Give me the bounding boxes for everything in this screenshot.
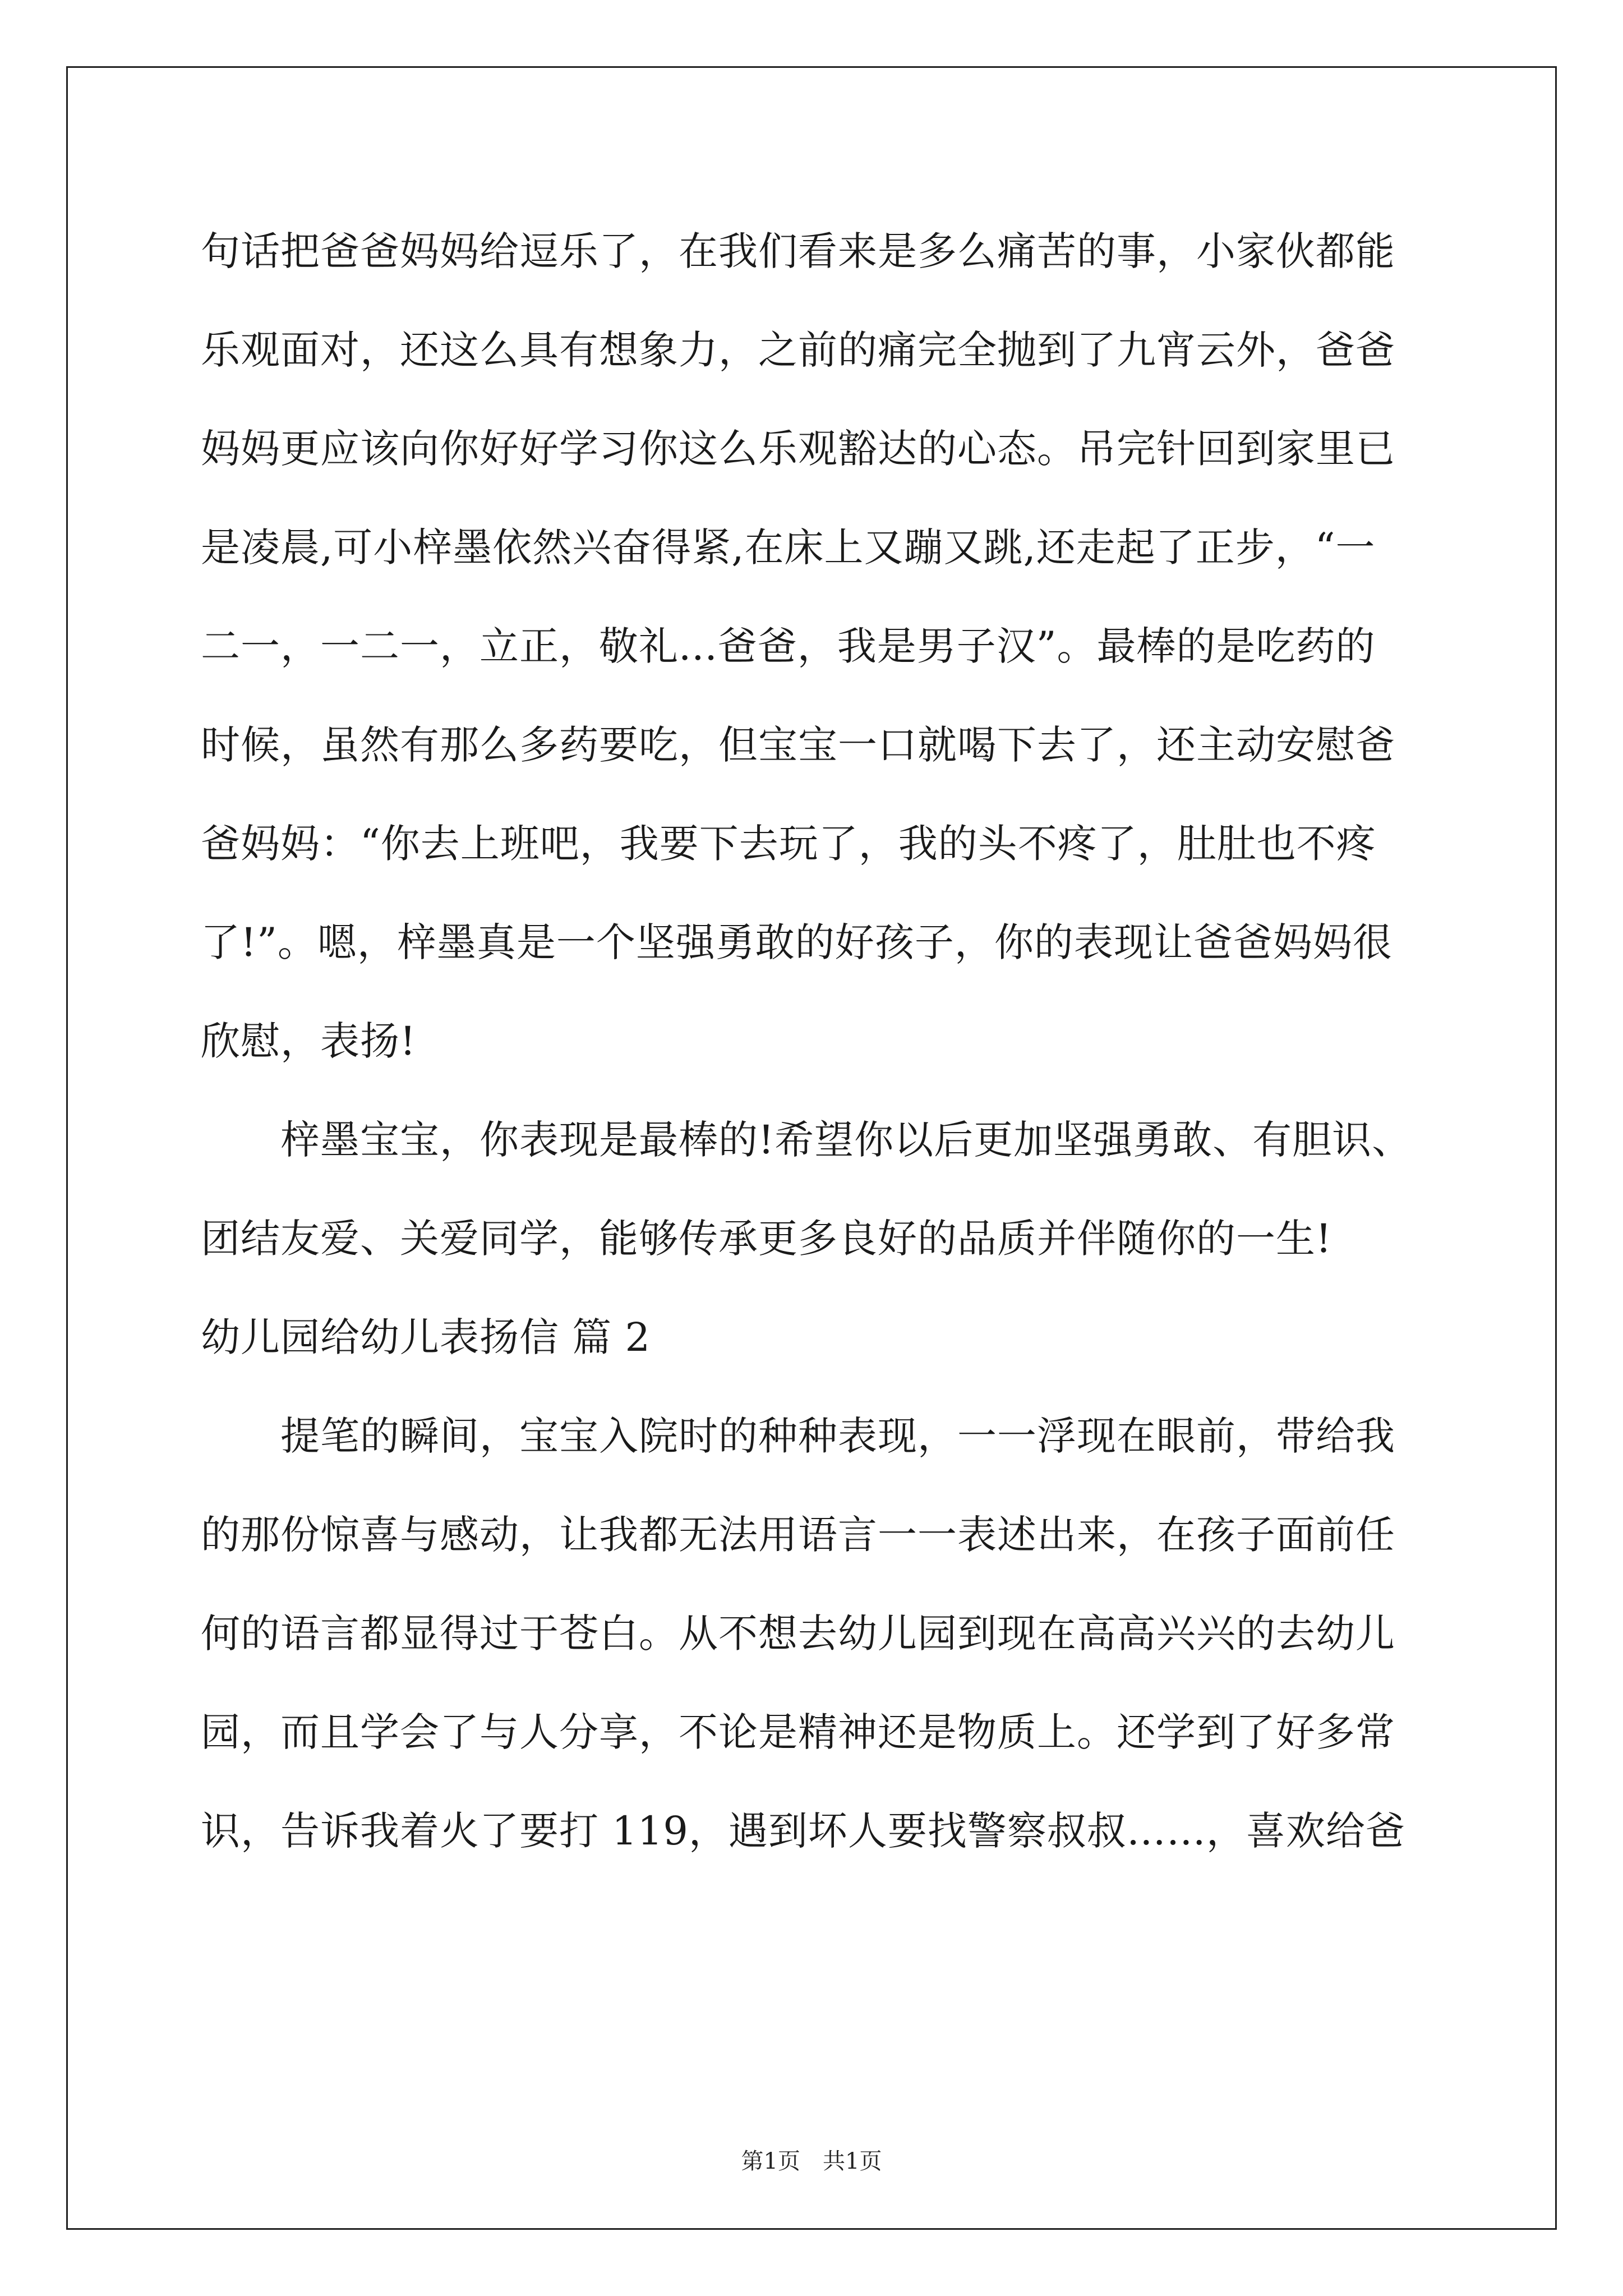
text-line: 的那份惊喜与感动，让我都无法用语言一一表述出来，在孩子面前任 bbox=[201, 1512, 1395, 1558]
text-line: 二一，一二一，立正，敬礼...爸爸，我是男子汉”。最棒的是吃药的 bbox=[201, 623, 1376, 669]
text-line: 时候，虽然有那么多药要吃，但宝宝一口就喝下去了，还主动安慰爸 bbox=[201, 722, 1395, 768]
text-line: 欣慰，表扬! bbox=[201, 1018, 417, 1064]
text-line: 句话把爸爸妈妈给逗乐了，在我们看来是多么痛苦的事，小家伙都能 bbox=[201, 228, 1395, 274]
text-line: 乐观面对，还这么具有想象力，之前的痛完全抛到了九宵云外，爸爸 bbox=[201, 327, 1395, 373]
paragraph-first-line: 梓墨宝宝，你表现是最棒的!希望你以后更加坚强勇敢、有胆识、 bbox=[280, 1117, 1412, 1163]
text-line: 何的语言都显得过于苍白。从不想去幼儿园到现在高高兴兴的去幼儿 bbox=[201, 1611, 1395, 1657]
text-line: 妈妈更应该向你好好学习你这么乐观豁达的心态。吊完针回到家里已 bbox=[201, 426, 1395, 472]
text-line: 园，而且学会了与人分享，不论是精神还是物质上。还学到了好多常 bbox=[201, 1709, 1395, 1755]
text-line: 是凌晨,可小梓墨依然兴奋得紧,在床上又蹦又跳,还走起了正步，“一 bbox=[201, 524, 1376, 570]
paragraph-first-line: 提笔的瞬间，宝宝入院时的种种表现，一一浮现在眼前，带给我 bbox=[280, 1413, 1395, 1459]
text-line: 识，告诉我着火了要打 119，遇到坏人要找警察叔叔……，喜欢给爸 bbox=[201, 1808, 1405, 1854]
text-line: 了!”。嗯，梓墨真是一个坚强勇敢的好孩子，你的表现让爸爸妈妈很 bbox=[201, 919, 1393, 965]
page-footer: 第1页 共1页 bbox=[741, 2148, 882, 2174]
section-heading: 幼儿园给幼儿表扬信 篇 2 bbox=[201, 1314, 651, 1360]
text-line: 团结友爱、关爱同学，能够传承更多良好的品质并伴随你的一生! bbox=[201, 1216, 1332, 1262]
text-line: 爸妈妈：“你去上班吧，我要下去玩了，我的头不疼了，肚肚也不疼 bbox=[201, 821, 1376, 867]
document-body bbox=[201, 202, 1423, 1880]
